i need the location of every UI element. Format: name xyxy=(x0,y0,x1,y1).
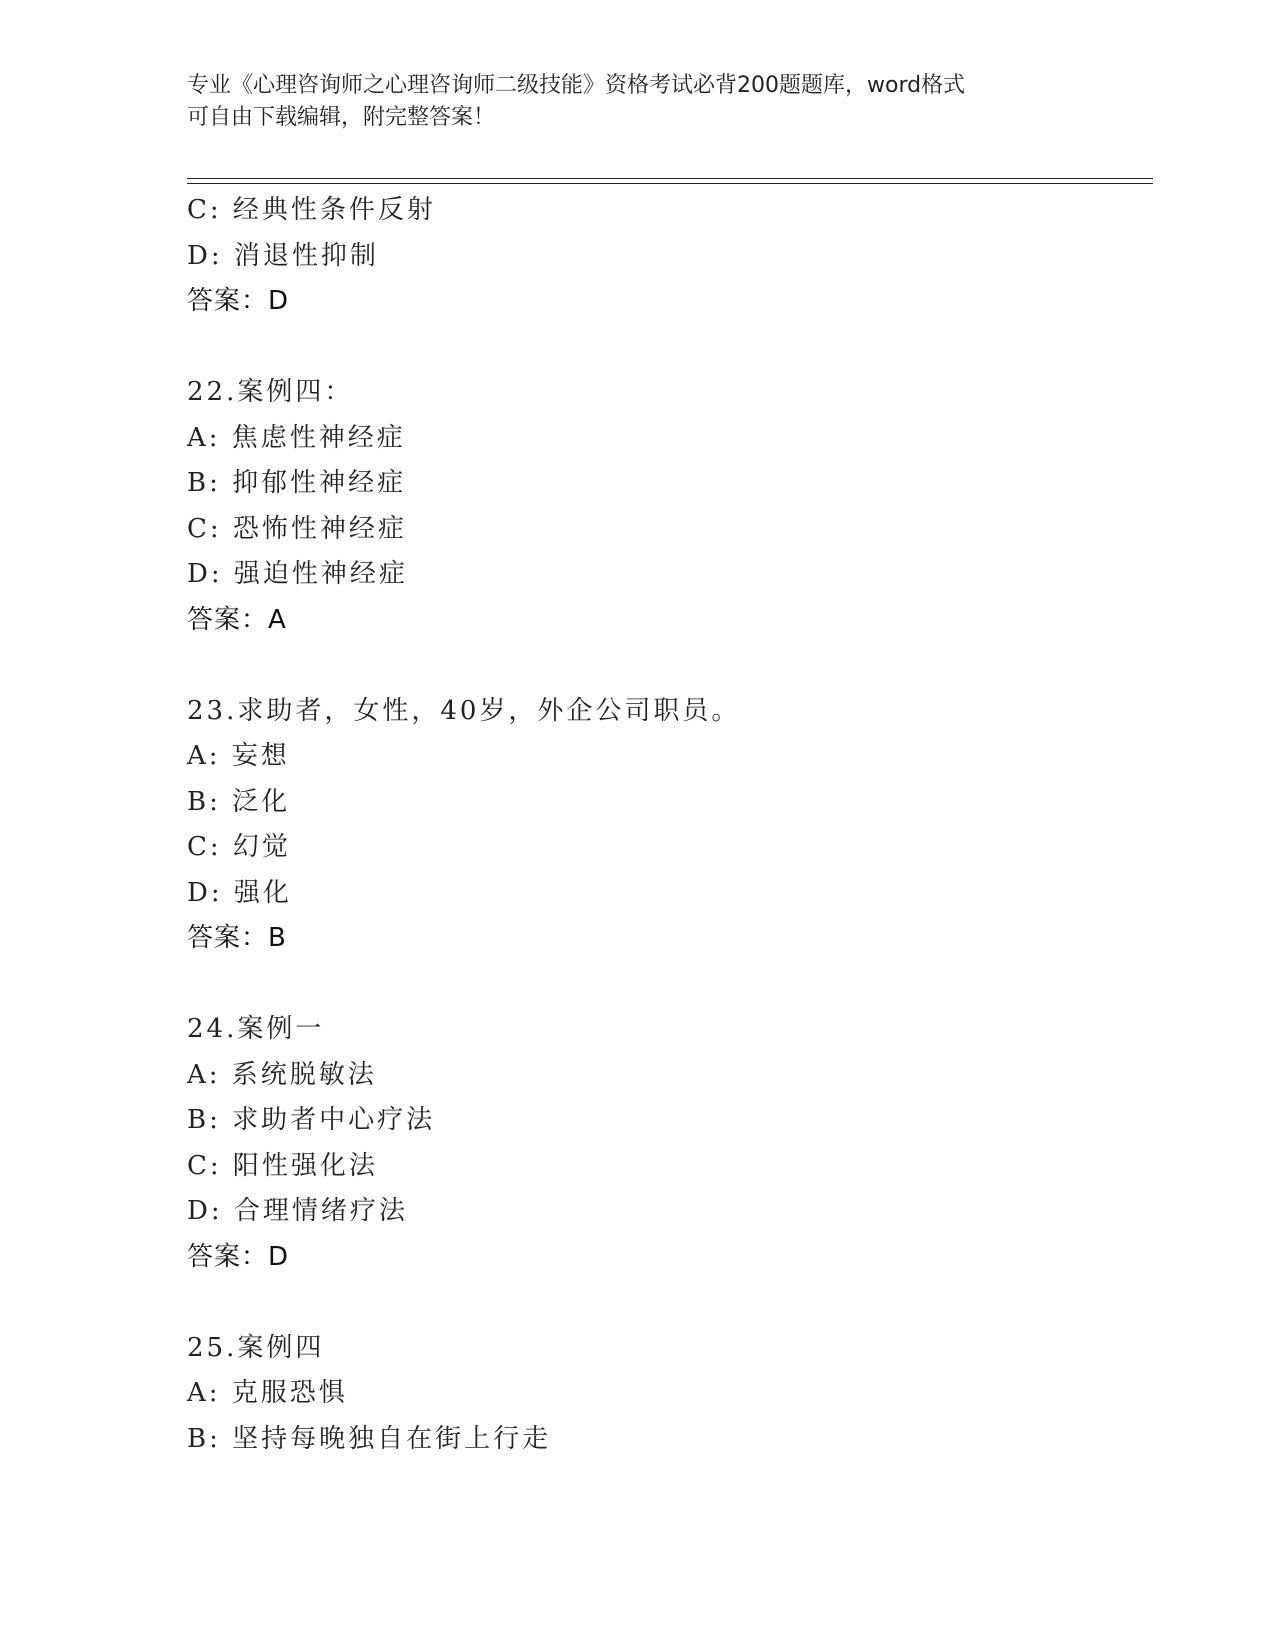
option-c: C: 经典性条件反射 xyxy=(187,195,436,225)
answer-line: 答案：D xyxy=(187,286,290,316)
spacer xyxy=(187,325,1147,371)
header-title-line-2: 可自由下载编辑，附完整答案！ xyxy=(187,105,496,130)
answer-line: 答案：D xyxy=(187,1241,290,1272)
option-b: B: 求助者中心疗法 xyxy=(187,1105,436,1135)
option-b: B: 坚持每晚独自在街上行走 xyxy=(187,1423,552,1454)
option-c: C: 阳性强化法 xyxy=(187,1150,378,1181)
header-divider-bottom xyxy=(187,183,1153,184)
header-divider-top xyxy=(187,178,1153,179)
option-d: D: 合理情绪疗法 xyxy=(187,1196,408,1226)
option-d: D: 强迫性神经症 xyxy=(187,559,408,589)
option-a: A: 妄想 xyxy=(187,741,290,771)
question-list xyxy=(187,188,1147,1462)
question-title: 23.求助者，女性，40岁，外企公司职员。 xyxy=(187,695,741,726)
option-d: D: 强化 xyxy=(187,877,292,908)
spacer xyxy=(187,1280,1147,1326)
question-title: 25.案例四 xyxy=(187,1332,325,1363)
option-b: B: 抑郁性神经症 xyxy=(187,468,407,498)
question-title: 22.案例四： xyxy=(187,377,354,407)
question-title: 24.案例一 xyxy=(187,1014,325,1044)
option-a: A: 焦虑性神经症 xyxy=(187,422,406,453)
option-c: C: 恐怖性神经症 xyxy=(187,513,407,544)
answer-line: 答案：B xyxy=(187,923,287,953)
answer-line: 答案：A xyxy=(187,604,287,635)
option-c: C: 幻觉 xyxy=(187,832,291,862)
option-d: D: 消退性抑制 xyxy=(187,240,379,271)
header-title-line-1: 专业《心理咨询师之心理咨询师二级技能》资格考试必背200题题库，word格式 xyxy=(187,73,966,98)
document-header xyxy=(187,70,1087,134)
spacer xyxy=(187,643,1147,689)
spacer xyxy=(187,962,1147,1008)
option-b: B: 泛化 xyxy=(187,786,291,817)
option-a: A: 系统脱敏法 xyxy=(187,1059,377,1090)
option-a: A: 克服恐惧 xyxy=(187,1378,348,1408)
